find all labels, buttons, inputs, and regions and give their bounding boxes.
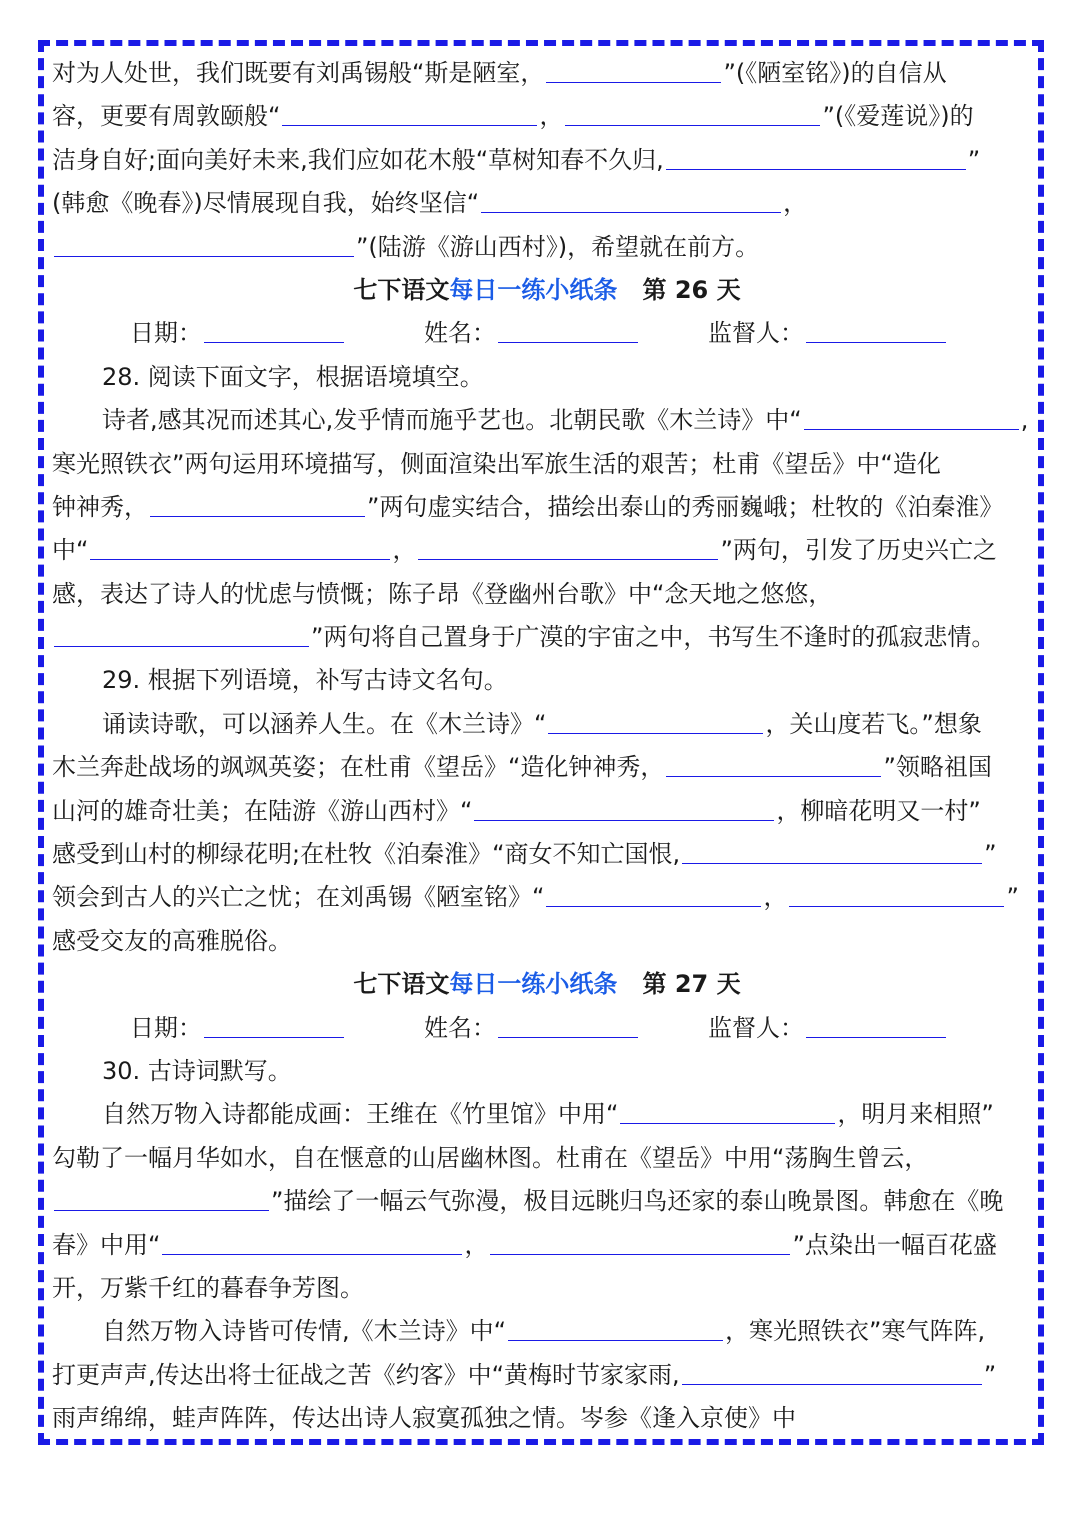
text-line: ”(陆游《游山西村》)，希望就在前方。 [52,226,1042,269]
text-line: 山河的雄奇壮美；在陆游《游山西村》“ ，柳暗花明又一村” [52,790,1042,833]
text-line: ”描绘了一幅云气弥漫，极目远眺归鸟还家的泰山晚景图。韩愈在《晚 [52,1180,1042,1223]
name-label: 姓名： [424,1013,496,1042]
fill-blank[interactable] [474,790,774,821]
text-line: 钟神秀， ”两句虚实结合，描绘出泰山的秀丽巍峨；杜牧的《泊秦淮》 [52,486,1042,529]
date-label: 日期： [130,319,202,348]
text-line: 诗者,感其况而述其心,发乎情而施乎艺也。北朝民歌《木兰诗》中“ , [52,399,1042,442]
supervisor-field[interactable] [806,1007,946,1038]
fill-blank[interactable] [666,139,966,170]
fill-blank[interactable] [565,95,820,126]
text-line: 春》中用“ ， ”点染出一幅百花盛 [52,1224,1042,1267]
fill-blank[interactable] [90,529,390,560]
fill-blank[interactable] [546,876,761,907]
fill-blank[interactable] [789,876,1004,907]
text-line: 感，表达了诗人的忧虑与愤慨；陈子昂《登幽州台歌》中“念天地之悠悠， [52,579,833,608]
text-line: 勾勒了一幅月华如水，自在惬意的山居幽林图。杜甫在《望岳》中用“荡胸生曾云， [52,1143,929,1172]
day26-title: 七下语文每日一练小纸条 第 26 天 [353,275,741,304]
fill-blank[interactable] [546,52,721,83]
fill-blank[interactable] [620,1093,835,1124]
day26-info-row [52,312,1042,355]
fill-blank[interactable] [490,1224,790,1255]
fill-blank[interactable] [548,703,763,734]
text-line: 木兰奔赴战场的飒飒英姿；在杜甫《望岳》“造化钟神秀， ”领略祖国 [52,746,1042,789]
text-line: 洁身自好;面向美好未来,我们应如花木般“草树知春不久归, ” [52,139,1042,182]
text-line: 容，更要有周敦颐般“ ， ”(《爱莲说》)的 [52,95,1042,138]
name-label: 姓名： [424,319,496,348]
supervisor-label: 监督人： [708,1013,804,1042]
question-30-heading: 30. 古诗词默写。 [102,1056,292,1085]
date-label: 日期： [130,1013,202,1042]
text-line: 自然万物入诗都能成画：王维在《竹里馆》中用“ ，明月来相照” [52,1093,1042,1136]
fill-blank[interactable] [804,399,1019,430]
name-field[interactable] [498,1007,638,1038]
fill-blank[interactable] [666,746,881,777]
text-line: 感受交友的高雅脱俗。 [52,926,292,955]
text-line: 感受到山村的柳绿花明;在杜牧《泊秦淮》“商女不知亡国恨, ” [52,833,1042,876]
date-field[interactable] [204,1007,344,1038]
text-line: ”两句将自己置身于广漠的宇宙之中，书写生不逢时的孤寂悲情。 [52,616,1042,659]
fill-blank[interactable] [54,226,354,257]
question-28-heading: 28. 阅读下面文字，根据语境填空。 [102,362,484,391]
supervisor-field[interactable] [806,312,946,343]
worksheet-content [52,52,1042,1441]
day27-title: 七下语文每日一练小纸条 第 27 天 [353,970,741,999]
day27-info-row [52,1007,1042,1050]
fill-blank[interactable] [508,1310,723,1341]
text-line: (韩愈《晚春》)尽情展现自我，始终坚信“ ， [52,182,1042,225]
text-line: 自然万物入诗皆可传情,《木兰诗》中“ ，寒光照铁衣”寒气阵阵, [52,1310,1042,1353]
fill-blank[interactable] [150,486,365,517]
fill-blank[interactable] [682,833,982,864]
text-line: 打更声声,传达出将士征战之苦《约客》中“黄梅时节家家雨, ” [52,1354,1042,1397]
fill-blank[interactable] [162,1224,462,1255]
fill-blank[interactable] [418,529,718,560]
fill-blank[interactable] [54,616,309,647]
supervisor-label: 监督人： [708,319,804,348]
date-field[interactable] [204,312,344,343]
fill-blank[interactable] [481,182,781,213]
text-line: 诵读诗歌，可以涵养人生。在《木兰诗》“ ，关山度若飞。”想象 [52,703,1042,746]
question-29-heading: 29. 根据下列语境，补写古诗文名句。 [102,666,508,695]
text-line: 开，万紫千红的暮春争芳图。 [52,1273,364,1302]
text-line: 领会到古人的兴亡之忧；在刘禹锡《陋室铭》“ ， ” [52,876,1042,919]
text-line: 寒光照铁衣”两句运用环境描写，侧面渲染出军旅生活的艰苦；杜甫《望岳》中“造化 [52,449,941,478]
text-line: 雨声绵绵，蛙声阵阵，传达出诗人寂寞孤独之情。岑参《逢入京使》中 [52,1404,796,1433]
fill-blank[interactable] [54,1180,269,1211]
name-field[interactable] [498,312,638,343]
fill-blank[interactable] [682,1354,982,1385]
text-line: 对为人处世，我们既要有刘禹锡般“斯是陋室， ”(《陋室铭》)的自信从 [52,52,1042,95]
fill-blank[interactable] [282,95,537,126]
text-line: 中“ ， ”两句，引发了历史兴亡之 [52,529,1042,572]
